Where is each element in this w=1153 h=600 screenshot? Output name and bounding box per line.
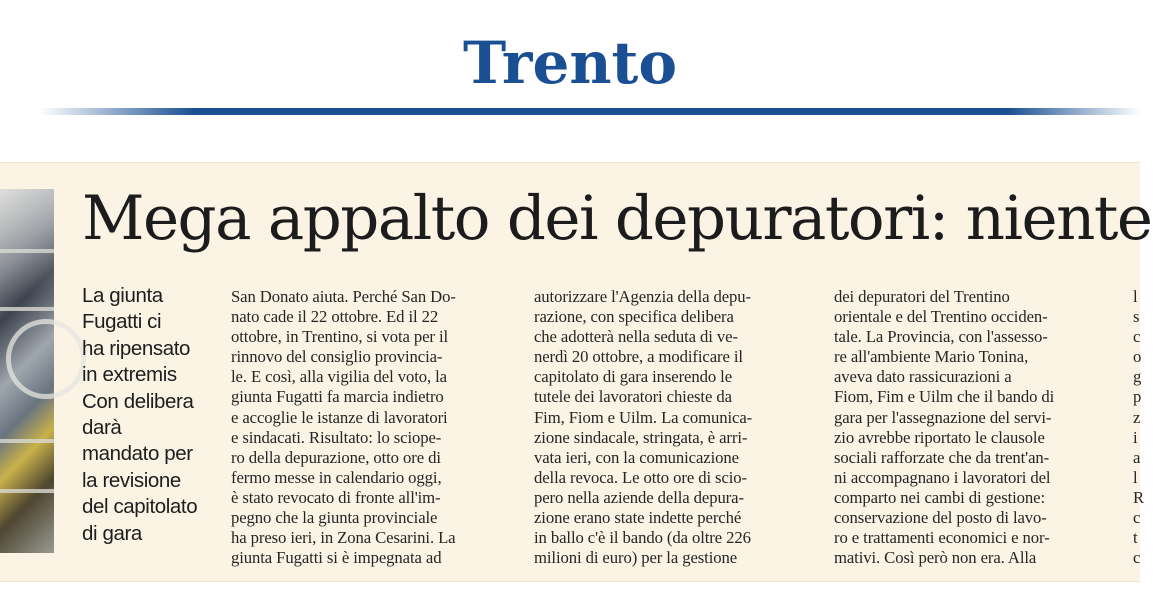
body-line: s [1133,307,1140,327]
body-line: e accoglie le istanze di lavoratori [231,407,448,427]
body-line: p [1133,387,1142,407]
body-line: tale. La Provincia, con l'assesso- [834,327,1048,347]
summary-line: mandato per [82,442,193,466]
body-line: e sindacati. Risultato: lo sciope- [231,427,442,447]
body-line: ottobre, in Trentino, si vota per il [231,327,449,347]
body-line: g [1133,367,1142,387]
body-line: razione, con specifica delibera [534,307,734,327]
body-line: comparto nei cambi di gestione: [834,487,1045,507]
body-line: pegno che la giunta provinciale [231,508,438,528]
body-line: sociali rafforzate che da trent'an- [834,447,1050,467]
body-line: Fim, Fiom e Uilm. La comunica- [534,407,753,427]
body-line: zio avrebbe riportato le clausole [834,427,1045,447]
body-line: aveva dato rassicurazioni a [834,367,1012,387]
summary-line: Fugatti ci [82,310,162,334]
body-line: è stato revocato di fronte all'im- [231,487,441,507]
body-column-3 [834,287,1110,568]
body-line: giunta Fugatti fa marcia indietro [231,387,444,407]
article [0,162,1152,582]
summary-line: la revisione [82,468,181,492]
summary [82,283,222,547]
body-line: zione sindacale, stringata, è arri- [534,427,748,447]
body-line: nato cade il 22 ottobre. Ed il 22 [231,307,439,327]
body-line: mativi. Così però non era. Alla [834,548,1037,568]
summary-line: La giunta [82,284,163,307]
headline: Mega appalto dei depuratori: niente [82,183,1152,254]
body-line: vata ieri, con la comunicazione [534,447,739,467]
body-line: a [1133,447,1141,467]
body-line: i [1133,427,1138,447]
body-line: ha preso ieri, in Zona Cesarini. La [231,528,456,548]
body-line: Fiom, Fim e Uilm che il bando di [834,387,1055,407]
summary-line: ha ripensato [82,336,191,360]
body-line: R [1133,487,1145,507]
body-line: re all'ambiente Mario Tonina, [834,347,1029,367]
body-line: orientale e del Trentino occiden- [834,307,1048,327]
body-line: ro e trattamenti economici e nor- [834,528,1050,548]
body-line: fermo messe in calendario oggi, [231,467,442,487]
body-line: che adotterà nella seduta di ve- [534,327,738,347]
body-line: capitolato di gara inserendo le [534,367,732,387]
section-divider [40,108,1140,115]
summary-line: darà [82,416,122,440]
body-line: conservazione del posto di lavo- [834,508,1047,528]
body-line: le. E così, alla vigilia del voto, la [231,367,447,387]
body-column-4 [1133,287,1153,568]
body-line: giunta Fugatti si è impegnata ad [231,548,442,568]
body-line: tutele dei lavoratori chieste da [534,387,732,407]
body-line: c [1133,548,1141,568]
body-line: dei depuratori del Trentino [834,287,1010,306]
summary-line: Con delibera [82,389,194,413]
body-column-1 [231,287,509,568]
body-line: z [1133,407,1141,427]
body-line: c [1133,508,1141,528]
body-line: l [1133,287,1138,306]
body-line: t [1133,528,1138,548]
body-line: rinnovo del consiglio provincia- [231,347,443,367]
body-line: San Donato aiuta. Perché San Do- [231,287,456,306]
body-line: autorizzare l'Agenzia della depu- [534,287,751,306]
body-line: pero nella aziende della depura- [534,487,744,507]
body-line: c [1133,327,1141,347]
body-line: ro della depurazione, otto ore di [231,447,441,467]
article-photo [0,189,54,553]
body-column-2 [534,287,812,568]
body-line: o [1133,347,1142,367]
body-line: in ballo c'è il bando (da oltre 226 [534,528,751,548]
body-line: milioni di euro) per la gestione [534,548,738,568]
body-line: nerdì 20 ottobre, a modificare il [534,347,743,367]
body-line: gara per l'assegnazione del servi- [834,407,1052,427]
body-line: l [1133,467,1138,487]
body-line: ni accompagnano i lavoratori del [834,467,1051,487]
section-title: Trento [462,29,678,97]
body-line: zione erano state indette perché [534,508,742,528]
summary-line: del capitolato [82,495,198,519]
summary-line: in extremis [82,363,177,387]
body-line: della revoca. Le otto ore di scio- [534,467,747,487]
summary-line: di gara [82,521,142,545]
